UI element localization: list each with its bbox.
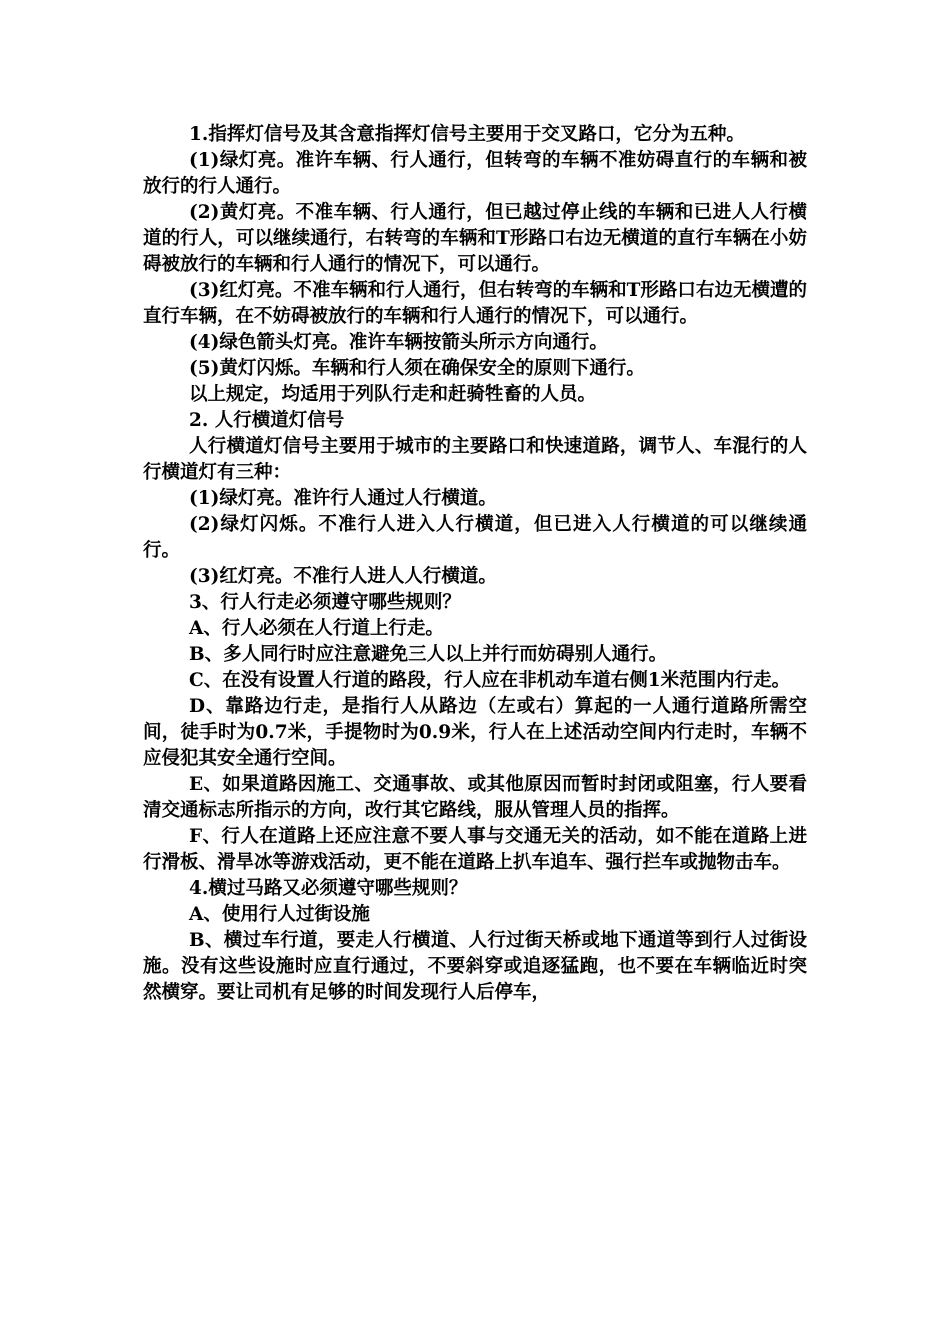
paragraph-crosswalk-green: (1)绿灯亮。准许行人通过人行横道。: [189, 488, 497, 509]
crossing-rule-b: B、横过车行道，要走人行横道、人行过街天桥或地下通道等到行人过街设施。没有这些设施时应直行通过，不要斜穿或追逐猛跑，也不要在车辆临近时突然横穿。要让司机有足够的时间发现行人后停车，: [143, 930, 807, 1003]
rule-e: E、如果道路因施工、交通事故、或其他原因而暂时封闭或阻塞，行人要看清交通标志所指示的方向，改行其它路线，服从管理人员的指挥。: [143, 774, 807, 821]
paragraph-yellow-light: (2)黄灯亮。不准车辆、行人通行，但已越过停止线的车辆和已进人人行横道的行人，可以继续通行，右转弯的车辆和T形路口右边无横道的直行车辆在小妨碍被放行的车辆和行人通行的情况下，可以通行。: [143, 202, 807, 275]
rule-d: D、靠路边行走，是指行人从路边（左或右）算起的一人通行道路所需空间，徒手时为0.7米，手提物时为0.9米，行人在上述活动空间内行走时，车辆不应侵犯其安全通行空间。: [143, 696, 807, 769]
paragraph-green-light: (1)绿灯亮。准许车辆、行人通行，但转弯的车辆不准妨碍直行的车辆和被放行的行人通行。: [143, 150, 807, 197]
section-4-heading: 4.横过马路又必须遵守哪些规则？: [189, 878, 468, 899]
rule-f: F、行人在道路上还应注意不要人事与交通无关的活动，如不能在道路上进行滑板、滑旱冰等游戏活动，更不能在道路上扒车追车、强行拦车或抛物击车。: [143, 826, 807, 873]
section-1-heading: 1.指挥灯信号及其含意指挥灯信号主要用于交叉路口，它分为五种。: [189, 124, 745, 145]
paragraph-crosswalk-red: (3)红灯亮。不准行人进人人行横道。: [189, 566, 497, 587]
rule-c: C、在没有设置人行道的路段，行人应在非机动车道右侧1米范围内行走。: [189, 670, 791, 691]
document-body: [143, 122, 807, 1006]
paragraph-crosswalk-green-flash: (2)绿灯闪烁。不准行人进入人行横道，但已进入人行横道的可以继续通行。: [143, 514, 807, 561]
paragraph-crosswalk-intro: 人行横道灯信号主要用于城市的主要路口和快速道路，调节人、车混行的人行横道灯有三种：: [143, 436, 807, 483]
section-2-heading: 2. 人行横道灯信号: [189, 410, 345, 431]
paragraph-rules-apply: 以上规定，均适用于列队行走和赶骑牲畜的人员。: [189, 384, 597, 405]
paragraph-green-arrow: (4)绿色箭头灯亮。准许车辆按箭头所示方向通行。: [189, 332, 608, 353]
crossing-rule-a: A、使用行人过街设施: [189, 904, 370, 925]
paragraph-yellow-flash: (5)黄灯闪烁。车辆和行人须在确保安全的原则下通行。: [189, 358, 645, 379]
section-3-heading: 3、行人行走必须遵守哪些规则？: [189, 592, 461, 613]
rule-a: A、行人必须在人行道上行走。: [189, 618, 444, 639]
paragraph-red-light: (3)红灯亮。不准车辆和行人通行，但右转弯的车辆和T形路口右边无横遭的直行车辆，在不妨碍被放行的车辆和行人通行的情况下，可以通行。: [143, 280, 807, 327]
rule-b: B、多人同行时应注意避免三人以上并行而妨碍别人通行。: [189, 644, 668, 665]
